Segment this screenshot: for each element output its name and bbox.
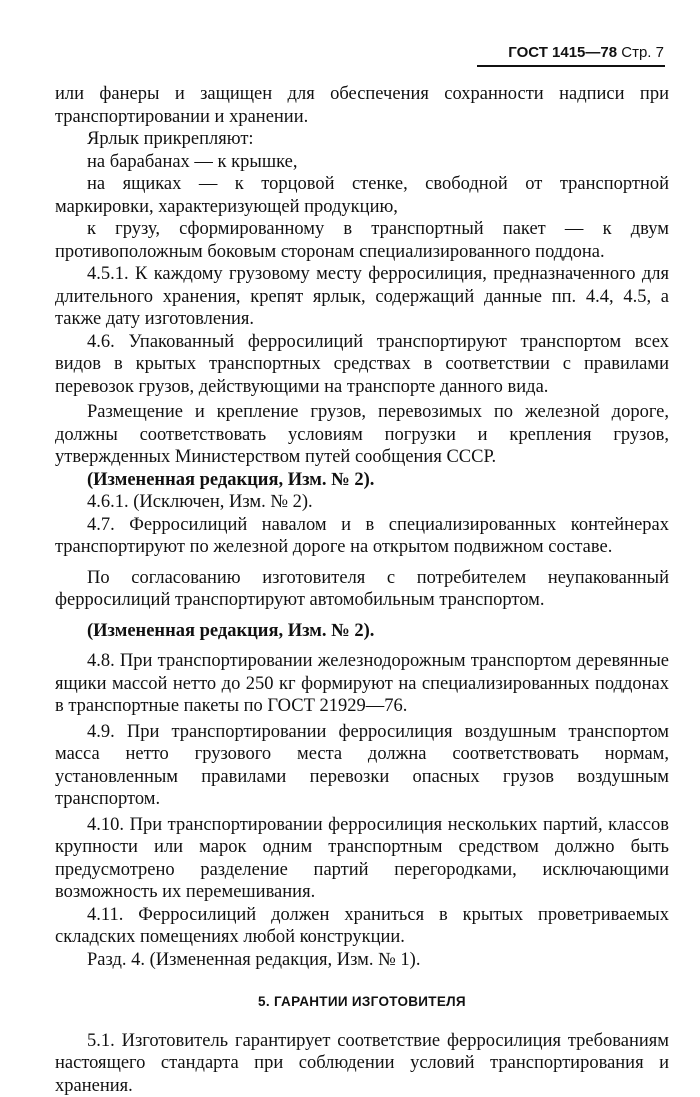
paragraph-placement: Размещение и крепление грузов, перевозимых по железной дороге, должны соответствовать условиям погрузки и крепления грузов, утвержденных Министерством путей сообщения СССР.	[55, 401, 669, 469]
section-heading: 5. ГАРАНТИИ ИЗГОТОВИТЕЛЯ	[55, 991, 669, 1014]
paragraph-4-6: 4.6. Упакованный ферросилиций транспортируют транспортом всех видов в крытых транспортных средствах в соответствии с правилами перевозок грузов, действующими на транспорте данного вида.	[55, 331, 669, 399]
page-number: Стр. 7	[621, 44, 664, 61]
paragraph-4-10: 4.10. При транспортировании ферросилиция нескольких партий, классов крупности или марок одним транспортным средством должно быть предусмотрено разделение партий перегородками, исключающими возможность их перемешивания.	[55, 814, 669, 904]
paragraph-label-attach: Ярлык прикрепляют:	[55, 128, 669, 151]
paragraph-4-6-1: 4.6.1. (Исключен, Изм. № 2).	[55, 491, 669, 514]
page-header	[470, 44, 664, 61]
paragraph-drums: на барабанах — к крышке,	[55, 151, 669, 174]
amendment-note: (Измененная редакция, Изм. № 2).	[55, 469, 669, 492]
paragraph-4-9: 4.9. При транспортировании ферросилиция воздушным транспортом масса нетто грузового места должна соответствовать нормам, установленным правилами перевозки опасных грузов воздушным транспортом.	[55, 721, 669, 811]
section-4-amendment: Разд. 4. (Измененная редакция, Изм. № 1).	[55, 949, 669, 972]
paragraph-4-5-1: 4.5.1. К каждому грузовому месту ферросилиция, предназначенного для длительного хранения, крепят ярлык, содержащий данные пп. 4.4, 4.5, а также дату изготовления.	[55, 263, 669, 331]
document-body	[55, 83, 669, 1097]
paragraph-boxes: на ящиках — к торцовой стенке, свободной от транспортной маркировки, характеризующей продукцию,	[55, 173, 669, 218]
paragraph-agreement: По согласованию изготовителя с потребителем неупакованный ферросилиций транспортируют автомобильным транспортом.	[55, 567, 669, 612]
paragraph-4-11: 4.11. Ферросилиций должен храниться в крытых проветриваемых складских помещениях любой конструкции.	[55, 904, 669, 949]
amendment-note: (Измененная редакция, Изм. № 2).	[55, 620, 669, 643]
paragraph-4-7: 4.7. Ферросилиций навалом и в специализированных контейнерах транспортируют по железной дороге на открытом подвижном составе.	[55, 514, 669, 559]
paragraph-cargo-package: к грузу, сформированному в транспортный пакет — к двум противоположным боковым сторонам специализированного поддона.	[55, 218, 669, 263]
paragraph-5-1: 5.1. Изготовитель гарантирует соответствие ферросилиция требованиям настоящего стандарта при соблюдении условий транспортирования и хранения.	[55, 1030, 669, 1097]
document-code: ГОСТ 1415—78	[508, 44, 617, 61]
paragraph-4-8: 4.8. При транспортировании железнодорожным транспортом деревянные ящики массой нетто до 250 кг формируют на специализированных поддонах в транспортные пакеты по ГОСТ 21929—76.	[55, 650, 669, 718]
paragraph-continuation: или фанеры и защищен для обеспечения сохранности надписи при транспортировании и хранении.	[55, 83, 669, 128]
header-rule	[477, 65, 665, 67]
